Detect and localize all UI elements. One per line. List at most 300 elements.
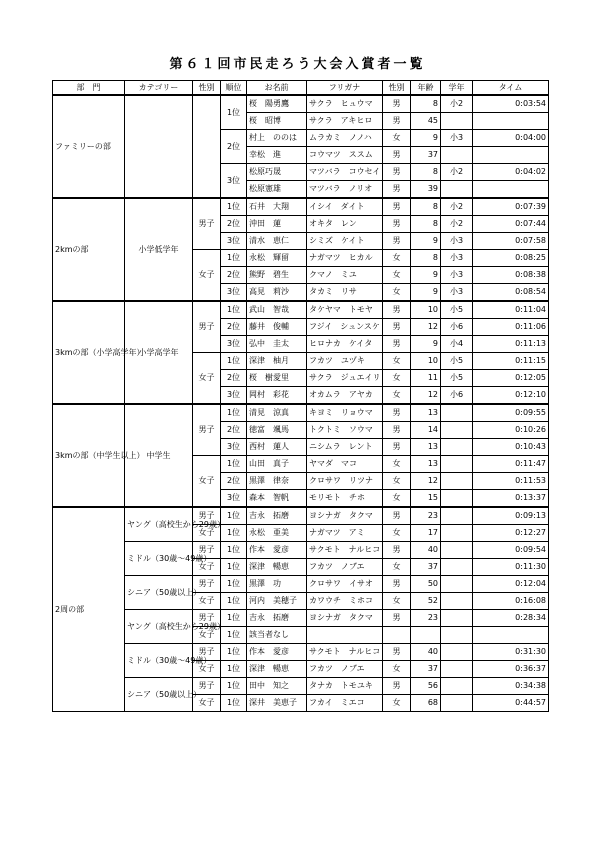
header-name: お名前 [247, 81, 307, 96]
runner-name: 黒澤 功 [247, 576, 307, 593]
header-time: タイム [473, 81, 549, 96]
runner-name: 藤井 俊輔 [247, 319, 307, 336]
rank-cell: 2位 [221, 267, 247, 284]
runner-sex: 男 [383, 404, 411, 422]
group-sex-cell: 男子 [193, 198, 221, 250]
runner-age: 13 [411, 404, 441, 422]
runner-grade: 小2 [441, 164, 473, 181]
rank-cell: 2位 [221, 422, 247, 439]
runner-kana: ヨシナガ タクマ [307, 610, 383, 627]
runner-sex: 男 [383, 95, 411, 113]
rank-cell: 2位 [221, 370, 247, 387]
runner-age: 68 [411, 695, 441, 712]
runner-time: 0:12:05 [473, 370, 549, 387]
runner-kana: シミズ ケイト [307, 233, 383, 250]
runner-name: 清水 恵仁 [247, 233, 307, 250]
runner-grade: 小2 [441, 216, 473, 233]
rank-cell: 2位 [221, 130, 247, 164]
runner-age: 9 [411, 130, 441, 147]
runner-name: 武山 智哉 [247, 301, 307, 319]
rank-cell: 2位 [221, 216, 247, 233]
header-group-sex: 性別 [193, 81, 221, 96]
group-sex-cell: 女子 [193, 525, 221, 542]
runner-grade [441, 610, 473, 627]
rank-cell: 3位 [221, 164, 247, 199]
runner-name: 永松 輝留 [247, 250, 307, 267]
runner-time: 0:08:25 [473, 250, 549, 267]
runner-sex: 女 [383, 387, 411, 405]
runner-age: 8 [411, 216, 441, 233]
results-body [53, 95, 549, 712]
runner-sex: 女 [383, 661, 411, 678]
rank-cell: 1位 [221, 576, 247, 593]
runner-age: 14 [411, 422, 441, 439]
runner-time: 0:03:54 [473, 95, 549, 113]
runner-grade [441, 695, 473, 712]
runner-kana: サクラ ヒュウマ [307, 95, 383, 113]
rank-cell: 1位 [221, 456, 247, 473]
runner-sex: 男 [383, 181, 411, 199]
runner-sex: 女 [383, 593, 411, 610]
runner-age: 10 [411, 301, 441, 319]
runner-age: 37 [411, 147, 441, 164]
group-sex-cell: 男子 [193, 576, 221, 593]
division-cell: 2周の部 [53, 507, 125, 712]
runner-time: 0:36:37 [473, 661, 549, 678]
runner-kana: サクモト ナルヒコ [307, 542, 383, 559]
runner-grade: 小5 [441, 353, 473, 370]
runner-kana: フジイ シュンスケ [307, 319, 383, 336]
runner-grade [441, 507, 473, 525]
runner-kana: マツバラ コウセイ [307, 164, 383, 181]
category-cell: 小学高学年 [125, 301, 193, 404]
runner-grade [441, 542, 473, 559]
runner-age: 50 [411, 576, 441, 593]
category-cell: ヤング（高校生から29歳） [125, 610, 193, 644]
runner-time: 0:07:58 [473, 233, 549, 250]
runner-name: 清見 涼真 [247, 404, 307, 422]
runner-sex: 男 [383, 576, 411, 593]
page-title: 第６１回市民走ろう大会入賞者一覧 [169, 57, 426, 72]
header-sex: 性別 [383, 81, 411, 96]
runner-grade: 小4 [441, 336, 473, 353]
rank-cell: 1位 [221, 661, 247, 678]
runner-grade [441, 147, 473, 164]
header-rank: 順位 [221, 81, 247, 96]
runner-grade: 小6 [441, 387, 473, 405]
runner-age: 45 [411, 113, 441, 130]
table-row [53, 404, 549, 422]
runner-sex: 女 [383, 267, 411, 284]
runner-grade [441, 576, 473, 593]
runner-kana: マツバラ ノリオ [307, 181, 383, 199]
rank-cell: 1位 [221, 353, 247, 370]
runner-grade [441, 181, 473, 199]
runner-time: 0:09:54 [473, 542, 549, 559]
runner-age: 12 [411, 387, 441, 405]
runner-time: 0:11:13 [473, 336, 549, 353]
runner-time [473, 113, 549, 130]
runner-age: 37 [411, 559, 441, 576]
runner-time: 0:34:38 [473, 678, 549, 695]
runner-name: 村上 ののは [247, 130, 307, 147]
runner-kana: ヒロナカ ケイタ [307, 336, 383, 353]
runner-age: 52 [411, 593, 441, 610]
rank-cell: 3位 [221, 233, 247, 250]
group-sex-cell [193, 95, 221, 198]
header-category: カテゴリー [125, 81, 193, 96]
runner-kana: キヨミ リョウマ [307, 404, 383, 422]
runner-kana: オカムラ アヤカ [307, 387, 383, 405]
category-cell: 小学低学年 [125, 198, 193, 301]
runner-time: 0:16:08 [473, 593, 549, 610]
runner-age: 37 [411, 661, 441, 678]
table-row [53, 576, 549, 593]
runner-grade: 小3 [441, 284, 473, 302]
runner-name: 幸松 進 [247, 147, 307, 164]
runner-grade: 小5 [441, 370, 473, 387]
runner-sex: 男 [383, 198, 411, 216]
runner-age: 40 [411, 542, 441, 559]
group-sex-cell: 女子 [193, 250, 221, 302]
runner-grade: 小5 [441, 301, 473, 319]
runner-name: 深井 美恵子 [247, 695, 307, 712]
runner-grade [441, 456, 473, 473]
runner-sex: 女 [383, 695, 411, 712]
runner-name: 岡村 彩花 [247, 387, 307, 405]
runner-grade: 小6 [441, 319, 473, 336]
table-row [53, 95, 549, 113]
runner-grade: 小2 [441, 198, 473, 216]
runner-time: 0:10:43 [473, 439, 549, 456]
rank-cell: 1位 [221, 610, 247, 627]
group-sex-cell: 女子 [193, 353, 221, 405]
rank-cell: 3位 [221, 439, 247, 456]
rank-cell: 1位 [221, 404, 247, 422]
header-division: 部 門 [53, 81, 125, 96]
runner-name: 熊野 碧生 [247, 267, 307, 284]
rank-cell: 1位 [221, 95, 247, 130]
runner-name: 桜 昭博 [247, 113, 307, 130]
runner-time: 0:08:54 [473, 284, 549, 302]
runner-sex: 女 [383, 370, 411, 387]
runner-time: 0:12:04 [473, 576, 549, 593]
runner-time: 0:07:39 [473, 198, 549, 216]
runner-kana: タカミ リサ [307, 284, 383, 302]
table-row [53, 507, 549, 525]
runner-name: 徳富 颯馬 [247, 422, 307, 439]
runner-time: 0:11:53 [473, 473, 549, 490]
rank-cell: 3位 [221, 336, 247, 353]
runner-age: 10 [411, 353, 441, 370]
runner-name: 黒澤 律奈 [247, 473, 307, 490]
runner-age: 15 [411, 490, 441, 508]
rank-cell: 2位 [221, 473, 247, 490]
runner-age: 9 [411, 267, 441, 284]
runner-time: 0:07:44 [473, 216, 549, 233]
runner-name: 石井 大翔 [247, 198, 307, 216]
runner-grade: 小3 [441, 233, 473, 250]
runner-kana: ヤマダ マコ [307, 456, 383, 473]
runner-sex: 男 [383, 542, 411, 559]
runner-sex [383, 627, 411, 644]
runner-grade [441, 473, 473, 490]
header-kana: フリガナ [307, 81, 383, 96]
runner-time: 0:09:55 [473, 404, 549, 422]
runner-age: 8 [411, 250, 441, 267]
division-cell: 2kmの部 [53, 198, 125, 301]
category-cell: ミドル（30歳～49歳） [125, 644, 193, 678]
table-row [53, 301, 549, 319]
runner-time [473, 181, 549, 199]
category-cell: シニア（50歳以上） [125, 678, 193, 712]
runner-name: 深津 暢恵 [247, 559, 307, 576]
runner-time: 0:31:30 [473, 644, 549, 661]
runner-grade [441, 113, 473, 130]
runner-sex: 男 [383, 319, 411, 336]
runner-age: 9 [411, 233, 441, 250]
group-sex-cell: 男子 [193, 507, 221, 525]
rank-cell: 2位 [221, 319, 247, 336]
rank-cell: 1位 [221, 627, 247, 644]
runner-age: 23 [411, 610, 441, 627]
runner-sex: 男 [383, 644, 411, 661]
runner-kana: ナガマツ ヒカル [307, 250, 383, 267]
runner-age: 56 [411, 678, 441, 695]
runner-kana: イシイ ダイト [307, 198, 383, 216]
runner-sex: 男 [383, 147, 411, 164]
runner-kana: オキタ レン [307, 216, 383, 233]
runner-time: 0:12:27 [473, 525, 549, 542]
runner-name: 深津 暢恵 [247, 661, 307, 678]
runner-age: 39 [411, 181, 441, 199]
table-row [53, 198, 549, 216]
runner-grade [441, 439, 473, 456]
runner-sex: 女 [383, 559, 411, 576]
runner-grade [441, 559, 473, 576]
runner-kana: サクラ ジュエイリ [307, 370, 383, 387]
runner-grade [441, 490, 473, 508]
category-cell [125, 95, 193, 198]
header-age: 年齢 [411, 81, 441, 96]
runner-kana: ヨシナガ タクマ [307, 507, 383, 525]
table-row [53, 644, 549, 661]
runner-sex: 女 [383, 456, 411, 473]
rank-cell: 1位 [221, 198, 247, 216]
runner-name: 作本 愛彦 [247, 542, 307, 559]
runner-age: 23 [411, 507, 441, 525]
table-row [53, 610, 549, 627]
rank-cell: 1位 [221, 695, 247, 712]
runner-sex: 女 [383, 130, 411, 147]
runner-name: 高見 莉沙 [247, 284, 307, 302]
runner-time [473, 627, 549, 644]
runner-sex: 男 [383, 439, 411, 456]
runner-sex: 女 [383, 353, 411, 370]
rank-cell: 3位 [221, 284, 247, 302]
runner-grade [441, 661, 473, 678]
group-sex-cell: 男子 [193, 542, 221, 559]
runner-kana: クマノ ミユ [307, 267, 383, 284]
group-sex-cell: 男子 [193, 404, 221, 456]
runner-sex: 男 [383, 164, 411, 181]
runner-kana: トクトミ ソウマ [307, 422, 383, 439]
runner-time: 0:09:13 [473, 507, 549, 525]
runner-time: 0:11:06 [473, 319, 549, 336]
runner-grade [441, 593, 473, 610]
runner-grade: 小3 [441, 267, 473, 284]
runner-kana: タナカ トモユキ [307, 678, 383, 695]
runner-kana: ムラカミ ノノハ [307, 130, 383, 147]
runner-kana: フカツ ノブエ [307, 559, 383, 576]
runner-time [473, 147, 549, 164]
runner-time: 0:13:37 [473, 490, 549, 508]
runner-sex: 男 [383, 113, 411, 130]
runner-sex: 男 [383, 422, 411, 439]
runner-name: 吉永 拓磨 [247, 610, 307, 627]
runner-name: 西村 蓮人 [247, 439, 307, 456]
rank-cell: 1位 [221, 678, 247, 695]
runner-time: 0:11:30 [473, 559, 549, 576]
group-sex-cell: 女子 [193, 559, 221, 576]
runner-grade [441, 404, 473, 422]
division-cell: ファミリーの部 [53, 95, 125, 198]
runner-name: 河内 美穂子 [247, 593, 307, 610]
runner-sex: 女 [383, 525, 411, 542]
runner-time: 0:10:26 [473, 422, 549, 439]
runner-kana: クロサワ リツナ [307, 473, 383, 490]
group-sex-cell: 女子 [193, 593, 221, 610]
runner-age: 8 [411, 198, 441, 216]
runner-sex: 女 [383, 284, 411, 302]
runner-grade [441, 627, 473, 644]
runner-grade [441, 678, 473, 695]
runner-name: 深津 柚月 [247, 353, 307, 370]
runner-time: 0:11:04 [473, 301, 549, 319]
category-cell: 中学生 [125, 404, 193, 507]
runner-name: 森本 智帆 [247, 490, 307, 508]
runner-age: 13 [411, 439, 441, 456]
runner-sex: 男 [383, 507, 411, 525]
group-sex-cell: 男子 [193, 678, 221, 695]
runner-name: 作本 愛彦 [247, 644, 307, 661]
division-cell: 3kmの部（小学高学年） [53, 301, 125, 404]
runner-kana: フカツ ユヅキ [307, 353, 383, 370]
runner-name: 弘中 圭太 [247, 336, 307, 353]
rank-cell: 3位 [221, 490, 247, 508]
runner-kana: タケヤマ トモヤ [307, 301, 383, 319]
runner-age: 9 [411, 284, 441, 302]
runner-sex: 男 [383, 301, 411, 319]
runner-sex: 女 [383, 250, 411, 267]
runner-grade [441, 644, 473, 661]
runner-time: 0:04:00 [473, 130, 549, 147]
runner-name: 該当者なし [247, 627, 307, 644]
runner-age: 40 [411, 644, 441, 661]
runner-age: 12 [411, 473, 441, 490]
runner-sex: 男 [383, 216, 411, 233]
runner-name: 永松 亜美 [247, 525, 307, 542]
runner-sex: 男 [383, 336, 411, 353]
runner-sex: 男 [383, 233, 411, 250]
runner-name: 田中 知之 [247, 678, 307, 695]
runner-age: 17 [411, 525, 441, 542]
runner-kana: クロサワ イサオ [307, 576, 383, 593]
runner-sex: 男 [383, 610, 411, 627]
runner-name: 吉永 拓磨 [247, 507, 307, 525]
rank-cell: 3位 [221, 387, 247, 405]
results-table [52, 80, 549, 712]
runner-kana: フカイ ミエコ [307, 695, 383, 712]
runner-kana: フカツ ノブエ [307, 661, 383, 678]
runner-name: 桜 樹愛里 [247, 370, 307, 387]
rank-cell: 1位 [221, 250, 247, 267]
runner-time: 0:28:34 [473, 610, 549, 627]
runner-name: 沖田 蓮 [247, 216, 307, 233]
rank-cell: 1位 [221, 644, 247, 661]
runner-name: 桜 陽勇鷹 [247, 95, 307, 113]
rank-cell: 1位 [221, 593, 247, 610]
division-cell: 3kmの部（中学生以上） [53, 404, 125, 507]
runner-name: 山田 真子 [247, 456, 307, 473]
runner-time: 0:12:10 [473, 387, 549, 405]
runner-kana: サクラ アキヒロ [307, 113, 383, 130]
runner-age: 9 [411, 336, 441, 353]
group-sex-cell: 男子 [193, 610, 221, 627]
group-sex-cell: 女子 [193, 627, 221, 644]
runner-kana: サクモト ナルヒコ [307, 644, 383, 661]
header-grade: 学年 [441, 81, 473, 96]
runner-grade: 小3 [441, 250, 473, 267]
runner-age: 12 [411, 319, 441, 336]
runner-age: 8 [411, 95, 441, 113]
runner-kana [307, 627, 383, 644]
runner-sex: 男 [383, 678, 411, 695]
category-cell: シニア（50歳以上） [125, 576, 193, 610]
table-row [53, 678, 549, 695]
group-sex-cell: 女子 [193, 661, 221, 678]
runner-time: 0:44:57 [473, 695, 549, 712]
category-cell: ミドル（30歳～49歳） [125, 542, 193, 576]
runner-kana: ニシムラ レント [307, 439, 383, 456]
rank-cell: 1位 [221, 542, 247, 559]
group-sex-cell: 女子 [193, 456, 221, 508]
runner-kana: モリモト チホ [307, 490, 383, 508]
runner-time: 0:11:15 [473, 353, 549, 370]
runner-name: 松原憲雄 [247, 181, 307, 199]
category-cell: ヤング（高校生から29歳） [125, 507, 193, 542]
group-sex-cell: 女子 [193, 695, 221, 712]
header-row [53, 81, 549, 96]
runner-kana: コウマツ ススム [307, 147, 383, 164]
runner-grade: 小3 [441, 130, 473, 147]
runner-grade [441, 525, 473, 542]
runner-time: 0:08:38 [473, 267, 549, 284]
rank-cell: 1位 [221, 507, 247, 525]
runner-age: 8 [411, 164, 441, 181]
runner-time: 0:04:02 [473, 164, 549, 181]
runner-sex: 女 [383, 473, 411, 490]
rank-cell: 1位 [221, 559, 247, 576]
runner-grade: 小2 [441, 95, 473, 113]
runner-sex: 女 [383, 490, 411, 508]
group-sex-cell: 男子 [193, 644, 221, 661]
runner-age: 13 [411, 456, 441, 473]
table-row [53, 542, 549, 559]
rank-cell: 1位 [221, 525, 247, 542]
runner-kana: カワウチ ミホコ [307, 593, 383, 610]
rank-cell: 1位 [221, 301, 247, 319]
